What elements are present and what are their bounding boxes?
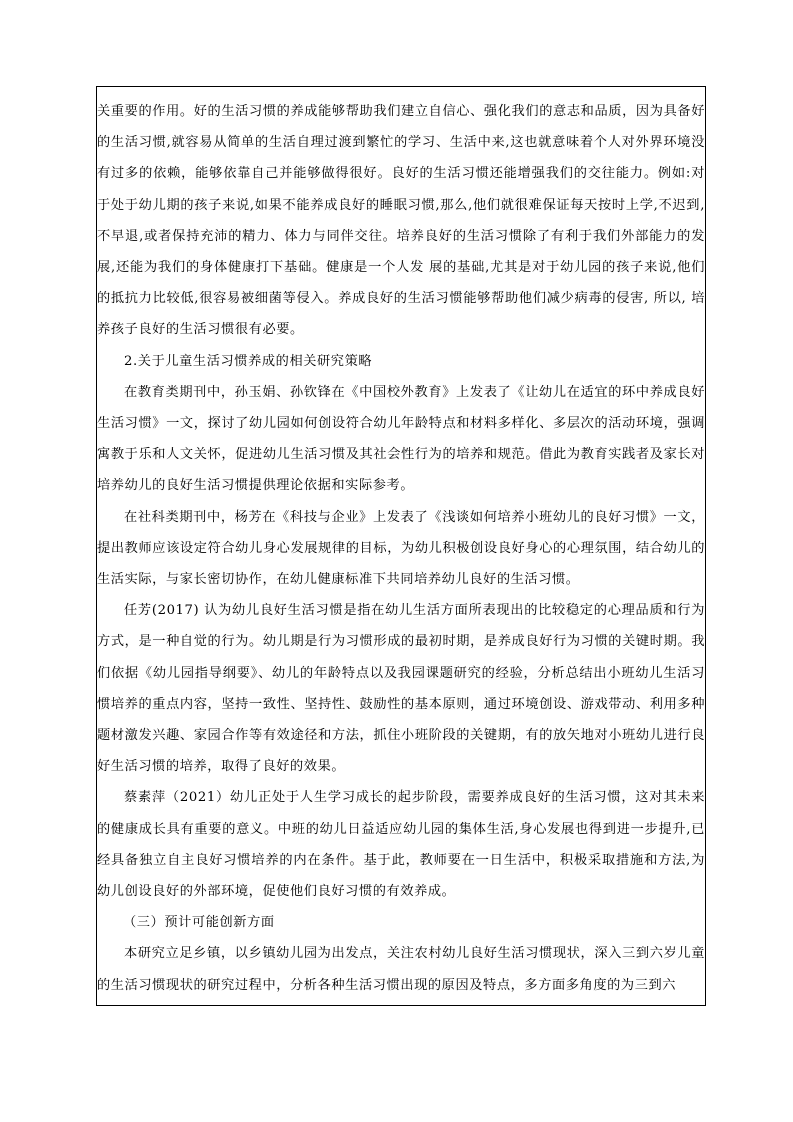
paragraph-research-foundation: 本研究立足乡镇，以乡镇幼儿园为出发点，关注农村幼儿良好生活习惯现状，深入三到六岁儿童的生活习惯现状的研究过程中，分析各种生活习惯出现的原因及特点，多方面多角度的为三到六 — [97, 946, 705, 993]
paragraph-social-science-journals: 在社科类期刊中，杨芳在《科技与企业》上发表了《浅谈如何培养小班幼儿的良好习惯》一文，提出教师应该设定符合幼儿身心发展规律的目标，为幼儿积极创设良好身心的心理氛围，结合幼儿的生活实际，与家长密切协作，在幼儿健康标准下共同培养幼儿良好的生活习惯。 — [97, 509, 705, 588]
section-heading-innovation: （三）预计可能创新方面 — [123, 915, 275, 931]
section-heading-research-strategies: 2.关于儿童生活习惯养成的相关研究策略 — [124, 353, 373, 369]
document-body — [97, 96, 705, 1001]
paragraph-importance-of-habits: 关重要的作用。好的生活习惯的养成能够帮助我们建立自信心、强化我们的意志和品质，因为具备好的生活习惯,就容易从简单的生活自理过渡到繁忙的学习、生活中来,这也就意味着个人对外界环境没有过多的依赖，能够依靠自己并能够做得很好。良好的生活习惯还能增强我们的交往能力。例如:对于处于幼儿期的孩子来说,如果不能养成良好的睡眠习惯,那么,他们就很难保证每天按时上学,不迟到,不早退,或者保持充沛的精力、体力与同伴交往。培养良好的生活习惯除了有利于我们外部能力的发展,还能为我们的身体健康打下基础。健康是一个人发 展的基础,尤其是对于幼儿园的孩子来说,他们的抵抗力比较低,很容易被细菌等侵入。养成良好的生活习惯能够帮助他们减少病毒的侵害, 所以, 培养孩子良好的生活习惯很有必要。 — [97, 104, 705, 338]
paragraph-education-journals: 在教育类期刊中，孙玉娟、孙钦锋在《中国校外教育》上发表了《让幼儿在适宜的环中养成良好生活习惯》一文，探讨了幼儿园如何创设符合幼儿年龄特点和材料多样化、多层次的活动环境，强调寓教于乐和人文关怀，促进幼儿生活习惯及其社会性行为的培养和规范。借此为教育实践者及家长对培养幼儿的良好生活习惯提供理论依据和实际参考。 — [97, 384, 705, 494]
paragraph-cai-suping-2021: 蔡素萍（2021）幼儿正处于人生学习成长的起步阶段，需要养成良好的生活习惯，这对其未来的健康成长具有重要的意义。中班的幼儿日益适应幼儿园的集体生活,身心发展也得到进一步提升,已经具备独立自主良好习惯培养的内在条件。基于此，教师要在一日生活中，积极采取措施和方法,为幼儿创设良好的外部环境，促使他们良好习惯的有效养成。 — [97, 790, 705, 900]
paragraph-ren-fang-2017: 任芳(2017) 认为幼儿良好生活习惯是指在幼儿生活方面所表现出的比较稳定的心理品质和行为方式，是一种自觉的行为。幼儿期是行为习惯形成的最初时期，是养成良好行为习惯的关键时期。我们依据《幼儿园指导纲要》、幼儿的年龄特点以及我园课题研究的经验，分析总结出小班幼儿生活习惯培养的重点内容，坚持一致性、坚持性、鼓励性的基本原则，通过环境创设、游戏带动、利用多种题材激发兴趣、家园合作等有效途径和方法，抓住小班阶段的关键期，有的放矢地对小班幼儿进行良好生活习惯的培养，取得了良好的效果。 — [97, 603, 705, 775]
